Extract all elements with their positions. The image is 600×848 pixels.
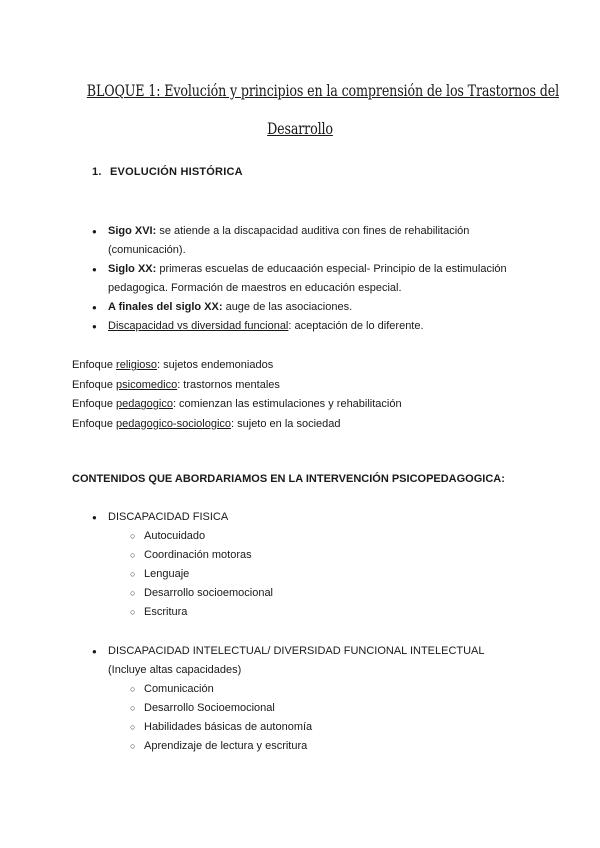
section-heading-text: EVOLUCIÓN HISTÓRICA xyxy=(110,166,243,178)
fisica-sublist xyxy=(92,527,512,622)
bullet-text: primeras escuelas de educaación especial- Principio de la estimulación pedagogica. Formación de maestros en educación especial. xyxy=(108,263,507,294)
list-item: ○ Desarrollo Socioemocional xyxy=(130,699,512,718)
enfoque-prefix: Enfoque xyxy=(72,398,117,410)
enfoque-line xyxy=(72,415,402,435)
discapacidad-fisica-section xyxy=(92,508,512,622)
list-item: ○ Coordinación motoras xyxy=(130,546,512,565)
bullet-term: A finales del siglo XX: xyxy=(108,301,223,313)
list-item: ○ Comunicación xyxy=(130,680,512,699)
enfoque-term: religioso xyxy=(116,359,158,371)
enfoque-text: : comienzan las estimulaciones y rehabilitación xyxy=(172,398,402,410)
enfoque-text: : sujetos endemoniados xyxy=(157,359,274,371)
enfoque-term: pedagogico xyxy=(116,398,173,410)
discapacidad-intelectual-section xyxy=(92,642,512,756)
list-item xyxy=(92,298,522,317)
list-item: ○ Escritura xyxy=(130,603,512,622)
enfoque-term: psicomedico xyxy=(116,378,178,391)
list-item: ○ Habilidades básicas de autonomía xyxy=(130,718,512,737)
bullet-text: se atiende a la discapacidad auditiva con fines de rehabilitación (comunicación). xyxy=(108,225,470,256)
enfoque-line xyxy=(72,356,402,376)
section-heading-evolucion xyxy=(92,166,243,178)
bullet-term-underlined: Discapacidad vs diversidad funcional xyxy=(108,320,289,332)
bullet-text: auge de las asociaciones. xyxy=(222,301,353,313)
title-line-1: BLOQUE 1: Evolución y principios en la comprensión de los Trastornos del xyxy=(86,82,559,100)
discapacidad-fisica-label: ● DISCAPACIDAD FISICA xyxy=(92,508,512,527)
bullet-term: Siglo XX: xyxy=(108,263,157,275)
enfoques-list xyxy=(72,356,402,434)
document-title xyxy=(86,72,559,148)
contenidos-heading: CONTENIDOS QUE ABORDARIAMOS EN LA INTERVENCIÓN PSICOPEDAGOGICA: xyxy=(72,473,505,485)
enfoque-prefix: Enfoque xyxy=(72,359,117,371)
intelectual-note: (Incluye altas capacidades) xyxy=(108,664,242,676)
enfoque-prefix: Enfoque xyxy=(72,378,117,391)
bullet-text: : aceptación de lo diferente. xyxy=(288,320,424,332)
intelectual-sublist xyxy=(92,680,512,756)
list-item: ○ Aprendizaje de lectura y escritura xyxy=(130,737,512,756)
discapacidad-intelectual-label: ● DISCAPACIDAD INTELECTUAL/ DIVERSIDAD FUNCIONAL INTELECTUAL xyxy=(92,642,512,661)
enfoque-text: : trastornos mentales xyxy=(177,378,280,391)
list-item xyxy=(92,317,522,336)
enfoque-line xyxy=(72,395,402,415)
list-item: ○ Autocuidado xyxy=(130,527,512,546)
list-item xyxy=(92,222,522,260)
list-item: ○ Desarrollo socioemocional xyxy=(130,584,512,603)
enfoque-term: pedagogico-sociologico xyxy=(116,417,232,430)
section-number: 1. xyxy=(92,166,102,178)
enfoque-line xyxy=(72,376,402,396)
history-bullet-list xyxy=(92,222,522,336)
enfoque-prefix: Enfoque xyxy=(72,417,117,430)
bullet-term: Sigo XVI: xyxy=(108,225,157,237)
list-item: ○ Lenguaje xyxy=(130,565,512,584)
enfoque-text: : sujeto en la sociedad xyxy=(231,417,341,430)
title-line-2: Desarrollo xyxy=(267,120,333,138)
list-item xyxy=(92,260,522,298)
